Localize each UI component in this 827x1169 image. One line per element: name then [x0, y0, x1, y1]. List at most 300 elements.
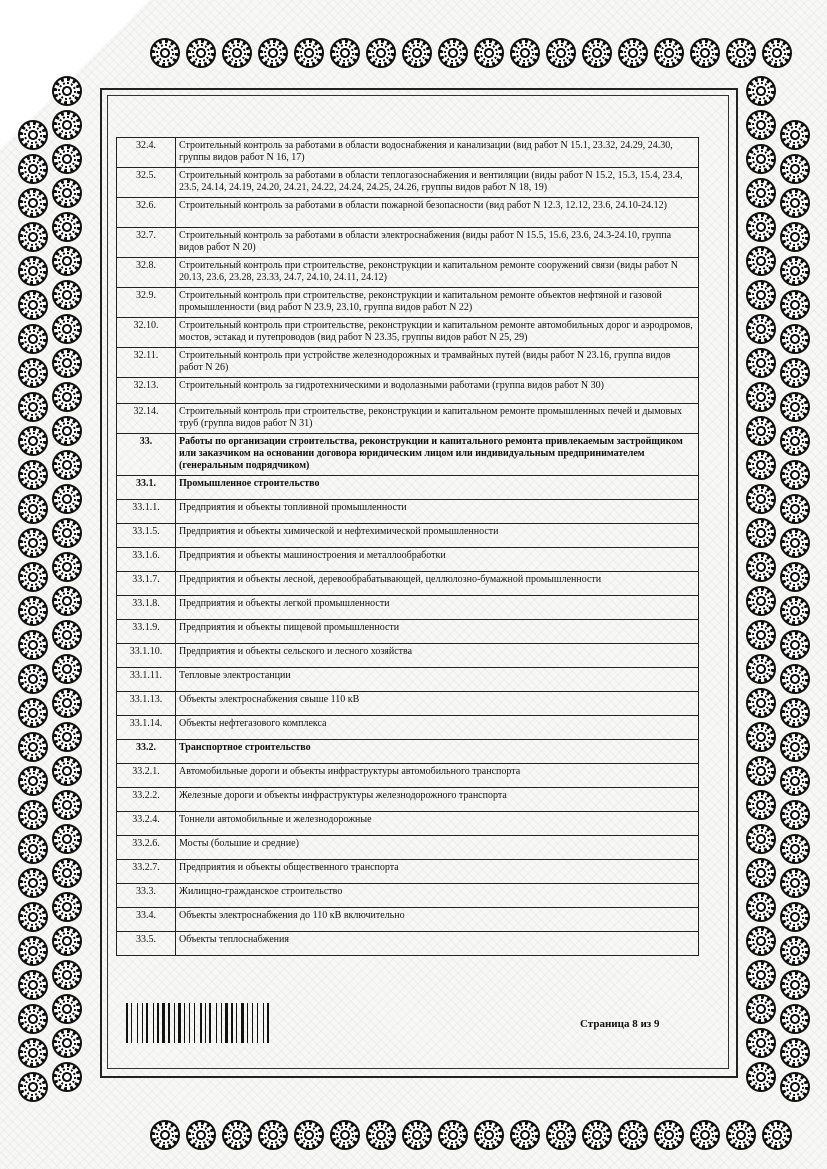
row-description: Строительный контроль за гидротехническими и водолазными работами (группа видов работ N 30): [176, 378, 699, 404]
rosette-ornament: [294, 38, 324, 68]
table-row: [117, 667, 699, 691]
table-row: [117, 571, 699, 595]
rosette-ornament: [746, 688, 776, 718]
rosette-ornament: [746, 246, 776, 276]
rosette-ornament: [150, 1120, 180, 1150]
row-description: Строительный контроль за работами в области теплогазоснабжения и вентиляции (виды работ N 15.2, 15.3, 15.4, 23.4, 23.5, 24.14, 24.19, 24.20, 24.21, 24.22, 24.24, 24.25, 24.26, группы видов работ N 18, 19): [176, 168, 699, 198]
rosette-ornament: [746, 314, 776, 344]
rosette-ornament: [52, 1028, 82, 1058]
barcode-bar: [153, 1003, 154, 1043]
rosette-ornament: [780, 324, 810, 354]
row-number: 33.2.6.: [117, 835, 176, 859]
row-description: Работы по организации строительства, реконструкции и капитального ремонта привлекаемым застройщиком или заказчиком на основании договора юридическим лицом или индивидуальным предпринимателем (генеральным подрядчиком): [176, 434, 699, 476]
rosette-ornament: [780, 1038, 810, 1068]
barcode-bar: [265, 1003, 266, 1043]
rosette-ornament: [780, 460, 810, 490]
rosette-ornament: [618, 1120, 648, 1150]
rosette-ornament: [746, 110, 776, 140]
row-description: Объекты электроснабжения свыше 110 кВ: [176, 691, 699, 715]
rosette-ornament: [726, 38, 756, 68]
row-description: Предприятия и объекты лесной, деревообрабатывающей, целлюлозно-бумажной промышленности: [176, 571, 699, 595]
table-row: [117, 835, 699, 859]
rosette-ornament: [654, 38, 684, 68]
table-row: [117, 883, 699, 907]
row-description: Транспортное строительство: [176, 739, 699, 763]
barcode-bar: [194, 1003, 195, 1043]
rosette-ornament: [780, 596, 810, 626]
rosette-ornament: [18, 290, 48, 320]
rosette-ornament: [780, 562, 810, 592]
rosette-ornament: [746, 348, 776, 378]
rosette-ornament: [18, 834, 48, 864]
row-description: Строительный контроль при строительстве, реконструкции и капитальном ремонте объектов нефтяной и газовой промышленности (вид работ N 23.9, 23.10, группа видов работ N 22): [176, 288, 699, 318]
rosette-ornament: [402, 38, 432, 68]
rosette-ornament: [18, 528, 48, 558]
barcode-bar: [146, 1003, 148, 1043]
rosette-ornament: [546, 1120, 576, 1150]
row-description: Строительный контроль за работами в области электроснабжения (виды работ N 15.5, 15.6, 23.6, 24.3-24.10, группа видов работ N 20): [176, 228, 699, 258]
rosette-ornament: [18, 120, 48, 150]
table-row: [117, 258, 699, 288]
table-row: [117, 348, 699, 378]
rosette-ornament: [746, 552, 776, 582]
rosette-ornament: [366, 1120, 396, 1150]
rosette-ornament: [294, 1120, 324, 1150]
rosette-ornament: [780, 154, 810, 184]
rosette-ornament: [474, 1120, 504, 1150]
barcode-bar: [209, 1003, 211, 1043]
rosette-ornament: [52, 280, 82, 310]
rosette-ornament: [746, 756, 776, 786]
barcode-bar: [247, 1003, 248, 1043]
table-row: [117, 378, 699, 404]
barcode-bar: [234, 1003, 235, 1043]
rosette-ornament: [18, 766, 48, 796]
rosette-ornament: [746, 280, 776, 310]
row-description: Объекты теплоснабжения: [176, 931, 699, 955]
barcode-bar: [126, 1003, 128, 1043]
rosette-ornament: [330, 38, 360, 68]
row-number: 33.: [117, 434, 176, 476]
barcode-bar: [182, 1003, 183, 1043]
rosette-ornament: [52, 552, 82, 582]
rosette-ornament: [18, 800, 48, 830]
rosette-ornament: [780, 222, 810, 252]
rosette-ornament: [762, 1120, 792, 1150]
row-number: 32.13.: [117, 378, 176, 404]
barcode-bar: [257, 1003, 258, 1043]
rosette-ornament: [18, 630, 48, 660]
rosette-ornament: [18, 698, 48, 728]
barcode-bar: [189, 1003, 190, 1043]
table-row: [117, 619, 699, 643]
rosette-ornament: [780, 766, 810, 796]
row-number: 33.3.: [117, 883, 176, 907]
rosette-ornament: [780, 188, 810, 218]
row-number: 33.1.9.: [117, 619, 176, 643]
rosette-ornament: [52, 756, 82, 786]
table-row: [117, 787, 699, 811]
rosette-ornament: [746, 722, 776, 752]
rosette-ornament: [510, 38, 540, 68]
rosette-ornament: [18, 732, 48, 762]
row-number: 33.1.14.: [117, 715, 176, 739]
rosette-ornament: [52, 994, 82, 1024]
rosette-ornament: [52, 858, 82, 888]
rosette-ornament: [52, 144, 82, 174]
rosette-ornament: [780, 528, 810, 558]
row-description: Мосты (большие и средние): [176, 835, 699, 859]
rosette-ornament: [746, 926, 776, 956]
rosette-ornament: [52, 586, 82, 616]
row-number: 32.14.: [117, 404, 176, 434]
barcode-bar: [249, 1003, 251, 1043]
rosette-ornament: [780, 630, 810, 660]
barcode-bar: [131, 1003, 132, 1043]
rosette-ornament: [780, 494, 810, 524]
table-row: [117, 691, 699, 715]
rosette-ornament: [746, 518, 776, 548]
barcode-bar: [236, 1003, 237, 1043]
barcode-bar: [218, 1003, 220, 1043]
rosette-ornament: [618, 38, 648, 68]
rosette-ornament: [258, 1120, 288, 1150]
row-number: 32.5.: [117, 168, 176, 198]
table-row: [117, 288, 699, 318]
table-row: [117, 198, 699, 228]
barcode-bar: [191, 1003, 193, 1043]
table-row: [117, 168, 699, 198]
rosette-ornament: [52, 824, 82, 854]
rosette-ornament: [438, 1120, 468, 1150]
table-row: [117, 763, 699, 787]
barcode-bar: [129, 1003, 130, 1043]
table-row: [117, 318, 699, 348]
barcode-bar: [254, 1003, 256, 1043]
rosette-ornament: [52, 416, 82, 446]
barcode-bar: [196, 1003, 199, 1043]
rosette-ornament: [18, 1038, 48, 1068]
rosette-ornament: [18, 188, 48, 218]
table-row: [117, 138, 699, 168]
rosette-ornament: [746, 178, 776, 208]
row-description: Предприятия и объекты общественного транспорта: [176, 859, 699, 883]
row-description: Строительный контроль при строительстве, реконструкции и капитальном ремонте автомобильных дорог и аэродромов, мостов, эстакад и путепроводов (вид работ N 23.35, группы видов работ N 25, 29): [176, 318, 699, 348]
rosette-ornament: [52, 722, 82, 752]
barcode-bar: [259, 1003, 262, 1043]
row-number: 32.8.: [117, 258, 176, 288]
row-number: 33.2.2.: [117, 787, 176, 811]
barcode-bar: [137, 1003, 138, 1043]
row-number: 32.4.: [117, 138, 176, 168]
barcode-bar: [176, 1003, 177, 1043]
rosette-ornament: [780, 868, 810, 898]
rosette-ornament: [52, 484, 82, 514]
rosette-ornament: [52, 348, 82, 378]
table-row: [117, 475, 699, 499]
rosette-ornament: [780, 120, 810, 150]
rosette-ornament: [52, 518, 82, 548]
row-number: 33.1.7.: [117, 571, 176, 595]
row-number: 33.2.4.: [117, 811, 176, 835]
barcode-bar: [200, 1003, 202, 1043]
rosette-ornament: [52, 212, 82, 242]
barcode-bar: [157, 1003, 159, 1043]
rosette-ornament: [780, 664, 810, 694]
rosette-ornament: [780, 732, 810, 762]
table-row: [117, 931, 699, 955]
row-description: Жилищно-гражданское строительство: [176, 883, 699, 907]
row-number: 32.10.: [117, 318, 176, 348]
rosette-ornament: [18, 902, 48, 932]
row-number: 32.6.: [117, 198, 176, 228]
rosette-ornament: [52, 1062, 82, 1092]
rosette-ornament: [186, 38, 216, 68]
rosette-ornament: [746, 892, 776, 922]
barcode-bar: [174, 1003, 175, 1043]
rosette-ornament: [780, 1004, 810, 1034]
rosette-ornament: [780, 426, 810, 456]
rosette-ornament: [222, 38, 252, 68]
row-description: Предприятия и объекты машиностроения и металлообработки: [176, 547, 699, 571]
certificate-works-table: [116, 137, 699, 956]
rosette-ornament: [780, 1072, 810, 1102]
rosette-ornament: [746, 1028, 776, 1058]
barcode-bar: [155, 1003, 156, 1043]
rosette-ornament: [18, 494, 48, 524]
rosette-ornament: [18, 222, 48, 252]
barcode-bar: [229, 1003, 230, 1043]
rosette-ornament: [18, 324, 48, 354]
row-number: 33.5.: [117, 931, 176, 955]
barcode: [126, 1003, 286, 1043]
row-description: Автомобильные дороги и объекты инфраструктуры автомобильного транспорта: [176, 763, 699, 787]
barcode-bar: [245, 1003, 246, 1043]
rosette-ornament: [654, 1120, 684, 1150]
barcode-bar: [241, 1003, 244, 1043]
row-number: 33.1.1.: [117, 499, 176, 523]
barcode-bar: [166, 1003, 167, 1043]
row-number: 33.1.13.: [117, 691, 176, 715]
rosette-ornament: [18, 358, 48, 388]
barcode-bar: [207, 1003, 208, 1043]
table-row: [117, 499, 699, 523]
rosette-ornament: [474, 38, 504, 68]
row-number: 33.1.: [117, 475, 176, 499]
rosette-ornament: [52, 76, 82, 106]
table-row: [117, 739, 699, 763]
row-description: Промышленное строительство: [176, 475, 699, 499]
row-description: Предприятия и объекты пищевой промышленности: [176, 619, 699, 643]
row-number: 33.1.8.: [117, 595, 176, 619]
row-description: Предприятия и объекты химической и нефтехимической промышленности: [176, 523, 699, 547]
row-description: Строительный контроль при строительстве, реконструкции и капитальном ремонте промышленных печей и дымовых труб (группа видов работ N 31): [176, 404, 699, 434]
barcode-bar: [178, 1003, 181, 1043]
rosette-ornament: [18, 868, 48, 898]
row-description: Объекты электроснабжения до 110 кВ включительно: [176, 907, 699, 931]
rosette-ornament: [186, 1120, 216, 1150]
barcode-bar: [223, 1003, 224, 1043]
barcode-bar: [142, 1003, 143, 1043]
rosette-ornament: [52, 892, 82, 922]
row-number: 33.1.6.: [117, 547, 176, 571]
barcode-bar: [203, 1003, 204, 1043]
barcode-bar: [139, 1003, 141, 1043]
rosette-ornament: [52, 620, 82, 650]
rosette-ornament: [746, 994, 776, 1024]
rosette-ornament: [52, 314, 82, 344]
rosette-ornament: [780, 970, 810, 1000]
rosette-ornament: [746, 1062, 776, 1092]
barcode-bar: [184, 1003, 185, 1043]
rosette-ornament: [18, 460, 48, 490]
row-description: Тепловые электростанции: [176, 667, 699, 691]
rosette-ornament: [746, 654, 776, 684]
rosette-ornament: [18, 426, 48, 456]
rosette-ornament: [726, 1120, 756, 1150]
rosette-ornament: [546, 38, 576, 68]
rosette-ornament: [746, 450, 776, 480]
row-number: 32.7.: [117, 228, 176, 258]
barcode-bar: [162, 1003, 165, 1043]
rosette-ornament: [18, 392, 48, 422]
row-number: 33.2.7.: [117, 859, 176, 883]
row-number: 33.2.1.: [117, 763, 176, 787]
table-row: [117, 434, 699, 476]
rosette-ornament: [746, 620, 776, 650]
row-number: 33.2.: [117, 739, 176, 763]
rosette-ornament: [582, 38, 612, 68]
rosette-ornament: [52, 178, 82, 208]
rosette-ornament: [366, 38, 396, 68]
rosette-ornament: [746, 484, 776, 514]
row-description: Предприятия и объекты топливной промышленности: [176, 499, 699, 523]
barcode-bar: [216, 1003, 217, 1043]
row-number: 33.1.11.: [117, 667, 176, 691]
rosette-ornament: [780, 698, 810, 728]
rosette-ornament: [746, 212, 776, 242]
rosette-ornament: [222, 1120, 252, 1150]
row-description: Предприятия и объекты легкой промышленности: [176, 595, 699, 619]
rosette-ornament: [18, 596, 48, 626]
row-description: Строительный контроль за работами в области пожарной безопасности (вид работ N 12.3, 12.12, 23.6, 24.10-24.12): [176, 198, 699, 228]
row-number: 32.11.: [117, 348, 176, 378]
rosette-ornament: [690, 1120, 720, 1150]
table-row: [117, 404, 699, 434]
rosette-ornament: [746, 858, 776, 888]
rosette-ornament: [746, 960, 776, 990]
row-description: Предприятия и объекты сельского и лесного хозяйства: [176, 643, 699, 667]
table-row: [117, 228, 699, 258]
barcode-bar: [252, 1003, 253, 1043]
row-description: Железные дороги и объекты инфраструктуры железнодорожного транспорта: [176, 787, 699, 811]
barcode-bar: [263, 1003, 264, 1043]
table-row: [117, 643, 699, 667]
rosette-ornament: [780, 834, 810, 864]
table-row: [117, 595, 699, 619]
rosette-ornament: [780, 256, 810, 286]
rosette-ornament: [582, 1120, 612, 1150]
rosette-ornament: [52, 654, 82, 684]
row-description: Строительный контроль при строительстве, реконструкции и капитальном ремонте сооружений связи (виды работ N 20.13, 23.6, 23.28, 23.33, 24.7, 24.10, 24.11, 24.12): [176, 258, 699, 288]
rosette-ornament: [780, 936, 810, 966]
rosette-ornament: [52, 688, 82, 718]
table-row: [117, 523, 699, 547]
rosette-ornament: [52, 110, 82, 140]
rosette-ornament: [402, 1120, 432, 1150]
row-description: Тоннели автомобильные и железнодорожные: [176, 811, 699, 835]
rosette-ornament: [18, 562, 48, 592]
row-number: 32.9.: [117, 288, 176, 318]
barcode-bar: [231, 1003, 233, 1043]
rosette-ornament: [52, 960, 82, 990]
table-row: [117, 811, 699, 835]
row-description: Строительный контроль за работами в области водоснабжения и канализации (вид работ N 15.1, 23.32, 24.29, 24.30, группы видов работ N 16, 17): [176, 138, 699, 168]
rosette-ornament: [746, 586, 776, 616]
barcode-bar: [149, 1003, 152, 1043]
row-number: 33.1.10.: [117, 643, 176, 667]
rosette-ornament: [18, 970, 48, 1000]
rosette-ornament: [780, 358, 810, 388]
table-row: [117, 715, 699, 739]
rosette-ornament: [330, 1120, 360, 1150]
rosette-ornament: [52, 246, 82, 276]
row-number: 33.1.5.: [117, 523, 176, 547]
table-row: [117, 547, 699, 571]
rosette-ornament: [690, 38, 720, 68]
barcode-bar: [186, 1003, 188, 1043]
rosette-ornament: [52, 450, 82, 480]
rosette-ornament: [746, 790, 776, 820]
barcode-bar: [212, 1003, 215, 1043]
rosette-ornament: [746, 416, 776, 446]
table-row: [117, 907, 699, 931]
rosette-ornament: [18, 1072, 48, 1102]
rosette-ornament: [746, 76, 776, 106]
barcode-bar: [144, 1003, 145, 1043]
table-row: [117, 859, 699, 883]
rosette-ornament: [780, 392, 810, 422]
rosette-ornament: [18, 936, 48, 966]
rosette-ornament: [746, 144, 776, 174]
barcode-bar: [160, 1003, 161, 1043]
rosette-ornament: [52, 926, 82, 956]
row-number: 33.4.: [117, 907, 176, 931]
barcode-bar: [221, 1003, 222, 1043]
barcode-bar: [225, 1003, 228, 1043]
barcode-bar: [133, 1003, 136, 1043]
rosette-ornament: [780, 290, 810, 320]
barcode-bar: [238, 1003, 240, 1043]
rosette-ornament: [746, 824, 776, 854]
page-number: Страница 8 из 9: [580, 1018, 660, 1030]
rosette-ornament: [780, 800, 810, 830]
rosette-ornament: [746, 382, 776, 412]
rosette-ornament: [150, 38, 180, 68]
rosette-ornament: [510, 1120, 540, 1150]
barcode-bar: [168, 1003, 170, 1043]
barcode-bar: [267, 1003, 269, 1043]
rosette-ornament: [18, 1004, 48, 1034]
rosette-ornament: [780, 902, 810, 932]
rosette-ornament: [52, 790, 82, 820]
barcode-bar: [171, 1003, 173, 1043]
rosette-ornament: [762, 38, 792, 68]
rosette-ornament: [52, 382, 82, 412]
rosette-ornament: [18, 664, 48, 694]
row-description: Объекты нефтегазового комплекса: [176, 715, 699, 739]
rosette-ornament: [18, 256, 48, 286]
